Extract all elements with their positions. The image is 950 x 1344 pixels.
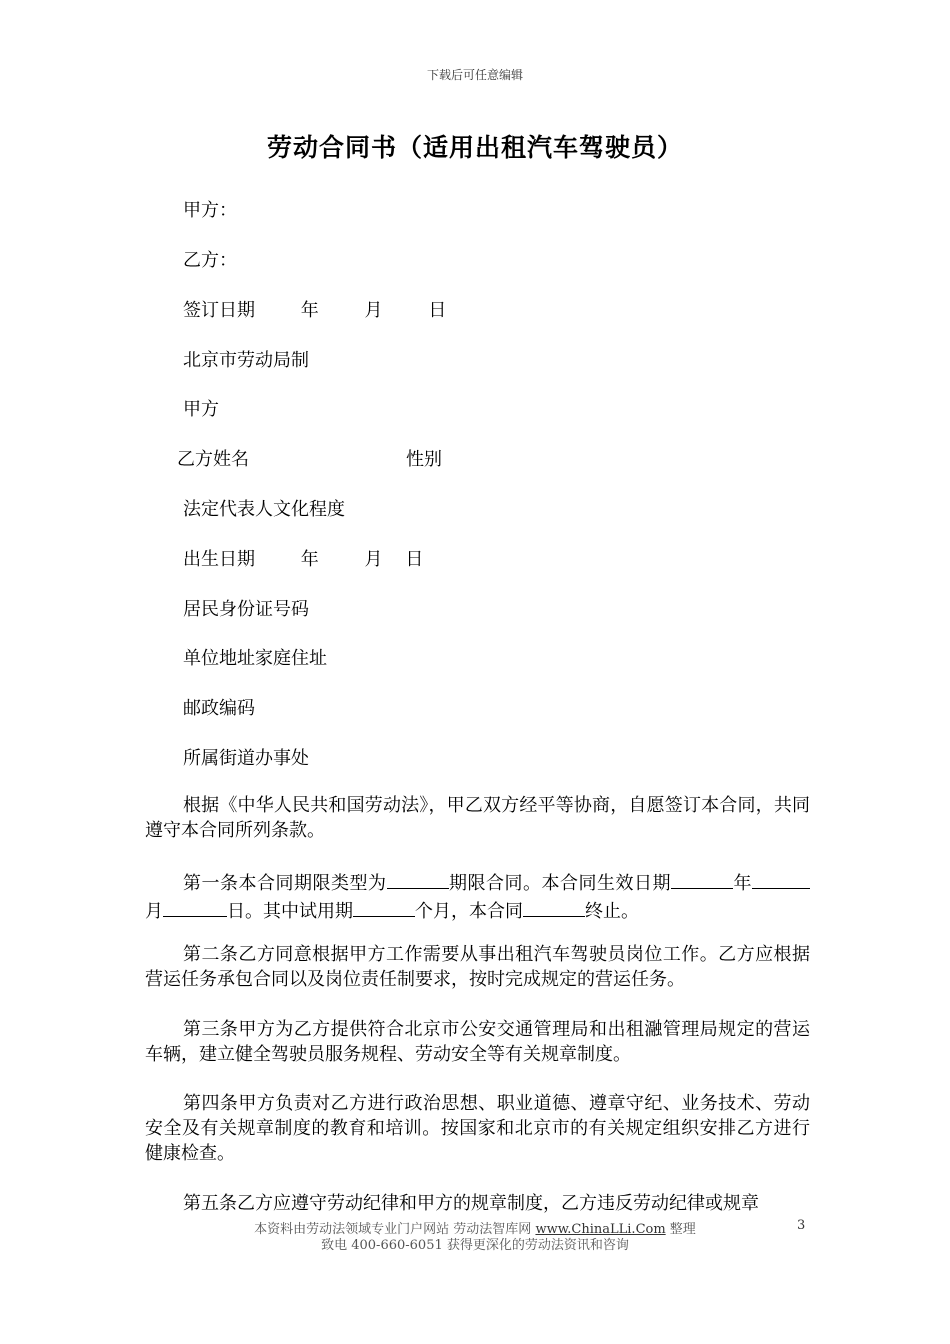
paragraph-article-3: 第三条甲方为乙方提供符合北京市公安交通管理局和出租瀜管理局规定的营运车辆，建立健全驾驶员服务规程、劳动安全等有关规章制度。: [145, 1019, 810, 1065]
article-1-text-a: 第一条本合同期限类型为: [183, 873, 387, 894]
field-party-b-name: 乙方姓名: [177, 449, 249, 470]
field-address: 单位地址家庭住址: [183, 648, 327, 669]
document-title: 劳动合同书（适用出租汽车驾驶员）: [266, 133, 683, 162]
article-1-text-d: 月: [145, 901, 163, 922]
field-id-number: 居民身份证号码: [183, 599, 309, 620]
field-postal-code: 邮政编码: [183, 698, 255, 719]
blank-termination: [523, 896, 585, 917]
paragraph-article-1: [145, 868, 810, 924]
field-party-b: 乙方：: [183, 250, 237, 271]
field-gender: 性别: [406, 449, 442, 470]
blank-effective-month-a: [752, 868, 784, 889]
blank-contract-type: [387, 868, 449, 889]
field-birth-date: 出生日期 年 月 日: [183, 549, 424, 570]
footer-line-2: 致电 400-660-6051 获得更深化的劳动法资讯和咨询: [321, 1238, 629, 1253]
field-subdistrict: 所属街道办事处: [183, 748, 309, 769]
field-party-a-2: 甲方: [183, 399, 219, 420]
blank-effective-day: [163, 896, 227, 917]
field-party-a: 甲方：: [183, 200, 237, 221]
page-number: 3: [797, 1218, 806, 1233]
footer-website-link[interactable]: www.ChinaLLi.Com: [535, 1222, 666, 1237]
article-1-text-b: 期限合同。本合同生效日期: [448, 873, 671, 894]
paragraph-article-4: 第四条甲方负责对乙方进行政治思想、职业道德、遵章守纪、业务技术、劳动安全及有关规章制度的教育和培训。按国家和北京市的有关规定组织安排乙方进行健康检查。: [145, 1093, 810, 1164]
footer-text-b: 整理: [665, 1222, 696, 1237]
blank-probation-months: [353, 896, 415, 917]
blank-effective-year: [671, 868, 733, 889]
paragraph-intro: 根据《中华人民共和国劳动法》，甲乙双方经平等协商，自愿签订本合同，共同遵守本合同所列条款。: [145, 795, 810, 841]
paragraph-article-5: 第五条乙方应遵守劳动纪律和甲方的规章制度，乙方违反劳动纪律或规章: [183, 1193, 759, 1214]
blank-effective-month-b: [784, 868, 810, 889]
paragraph-article-2: 第二条乙方同意根据甲方工作需要从事出租汽车驾驶员岗位工作。乙方应根据营运任务承包合同以及岗位责任制要求，按时完成规定的营运任务。: [145, 944, 810, 990]
footer-text-a: 本资料由劳动法领域专业门户网站 劳动法智库网: [254, 1222, 536, 1237]
article-1-text-g: 终止。: [585, 901, 639, 922]
field-legal-rep-education: 法定代表人文化程度: [183, 499, 345, 520]
article-1-text-e: 日。其中试用期: [227, 901, 353, 922]
article-1-text-c: 年: [733, 873, 752, 894]
article-1-text-f: 个月，本合同: [415, 901, 523, 922]
field-sign-date: 签订日期 年 月 日: [183, 300, 447, 321]
page-header-note: 下载后可任意编辑: [426, 68, 523, 82]
field-issuer: 北京市劳动局制: [183, 350, 309, 371]
